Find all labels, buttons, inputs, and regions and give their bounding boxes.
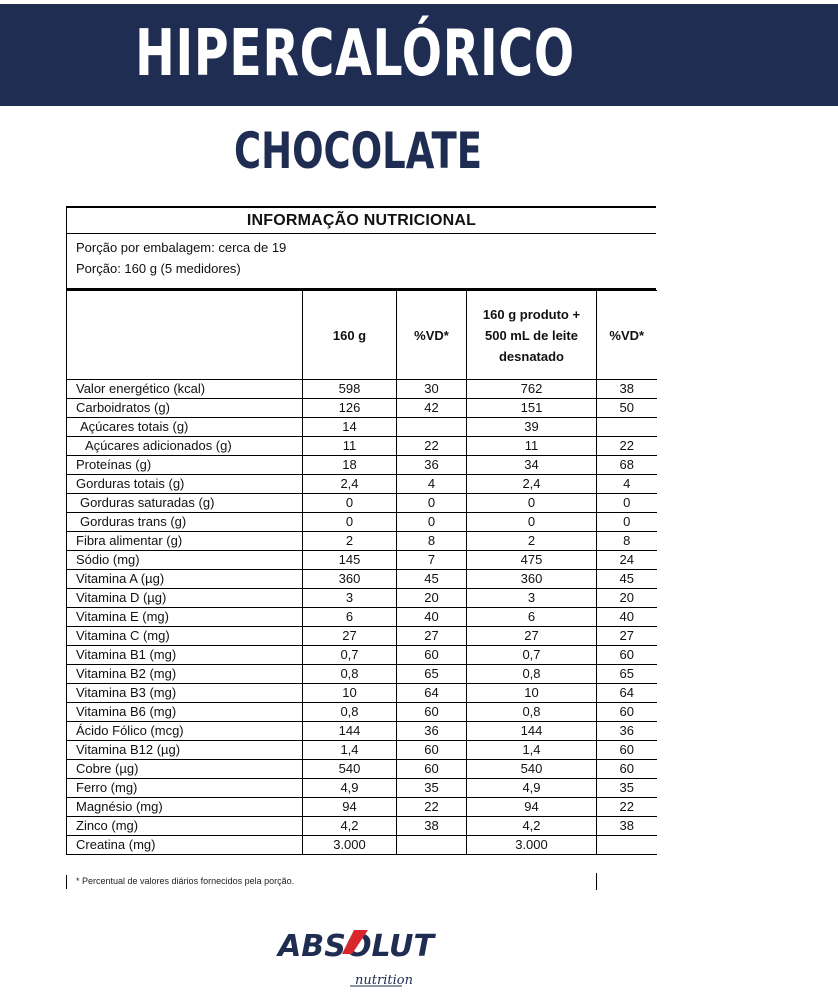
nutrient-amount: 0: [467, 494, 597, 513]
table-row: [67, 646, 657, 665]
daily-value: [597, 836, 657, 855]
nutrient-amount: 11: [467, 437, 597, 456]
nutrient-amount: 126: [303, 399, 397, 418]
daily-value: 4: [397, 475, 467, 494]
daily-value: 30: [397, 380, 467, 399]
table-row: [67, 551, 657, 570]
nutrient-amount: 360: [303, 570, 397, 589]
daily-value: 64: [597, 684, 657, 703]
table-row: [67, 589, 657, 608]
daily-value: 60: [597, 760, 657, 779]
nutrient-name: Fibra alimentar (g): [67, 532, 303, 551]
nutrient-name: Gorduras totais (g): [67, 475, 303, 494]
table-row: [67, 722, 657, 741]
daily-value: 36: [397, 722, 467, 741]
nutrient-amount: 3.000: [303, 836, 397, 855]
nutrient-amount: 2,4: [303, 475, 397, 494]
daily-value: 7: [397, 551, 467, 570]
daily-value: 22: [397, 798, 467, 817]
daily-value: 22: [397, 437, 467, 456]
column-divider: [596, 873, 597, 890]
nutrient-amount: 1,4: [303, 741, 397, 760]
nutrient-amount: 1,4: [467, 741, 597, 760]
nutrient-name: Vitamina B3 (mg): [67, 684, 303, 703]
nutrient-name: Vitamina A (µg): [67, 570, 303, 589]
nutrient-name: Vitamina D (µg): [67, 589, 303, 608]
nutrient-amount: 6: [467, 608, 597, 627]
table-row: [67, 684, 657, 703]
nutrient-amount: 475: [467, 551, 597, 570]
nutrient-amount: 34: [467, 456, 597, 475]
daily-value: 45: [397, 570, 467, 589]
table-row: [67, 456, 657, 475]
nutrient-name: Ferro (mg): [67, 779, 303, 798]
daily-value: 60: [597, 703, 657, 722]
nutrient-name: Vitamina B1 (mg): [67, 646, 303, 665]
serving-size: Porção: 160 g (5 medidores): [76, 261, 241, 276]
daily-value: 8: [597, 532, 657, 551]
table-row: [67, 798, 657, 817]
table-row: [67, 665, 657, 684]
daily-value: 0: [597, 513, 657, 532]
column-header: %VD*: [397, 291, 467, 380]
daily-value: 4: [597, 475, 657, 494]
nutrient-amount: 10: [303, 684, 397, 703]
nutrient-amount: 540: [467, 760, 597, 779]
table-row: [67, 627, 657, 646]
nutrient-amount: 4,9: [467, 779, 597, 798]
table-row: [67, 570, 657, 589]
table-row: [67, 399, 657, 418]
nutrient-amount: 360: [467, 570, 597, 589]
nutrient-name: Vitamina C (mg): [67, 627, 303, 646]
daily-value: 65: [397, 665, 467, 684]
table-row: [67, 608, 657, 627]
nutrient-name: Vitamina B6 (mg): [67, 703, 303, 722]
daily-value: 42: [397, 399, 467, 418]
nutrient-name: Proteínas (g): [67, 456, 303, 475]
servings-per-package: Porção por embalagem: cerca de 19: [76, 240, 287, 255]
column-header: [67, 291, 303, 380]
nutrient-amount: 6: [303, 608, 397, 627]
nutrient-name: Magnésio (mg): [67, 798, 303, 817]
daily-value: 60: [397, 646, 467, 665]
nutrient-amount: 0,8: [467, 703, 597, 722]
nutrient-amount: 94: [303, 798, 397, 817]
nutrient-amount: 4,2: [303, 817, 397, 836]
daily-value: 36: [597, 722, 657, 741]
table-header-row: [67, 291, 657, 380]
nutrient-amount: 762: [467, 380, 597, 399]
nutrient-name: Vitamina B2 (mg): [67, 665, 303, 684]
daily-value: 35: [597, 779, 657, 798]
daily-value: 40: [597, 608, 657, 627]
daily-value: 20: [597, 589, 657, 608]
header-banner: [0, 4, 838, 106]
daily-value: 45: [597, 570, 657, 589]
nutrient-amount: 3: [467, 589, 597, 608]
daily-value: 0: [397, 513, 467, 532]
nutrient-amount: 144: [467, 722, 597, 741]
table-row: [67, 703, 657, 722]
nutrient-amount: 151: [467, 399, 597, 418]
table-row: [67, 779, 657, 798]
daily-value: 65: [597, 665, 657, 684]
daily-value: 60: [397, 741, 467, 760]
nutrient-name: Açúcares totais (g): [67, 418, 303, 437]
nutrient-amount: 18: [303, 456, 397, 475]
nutrient-amount: 0: [467, 513, 597, 532]
nutrient-name: Açúcares adicionados (g): [67, 437, 303, 456]
nutrient-amount: 0,7: [303, 646, 397, 665]
nutrient-amount: 3: [303, 589, 397, 608]
daily-value: 68: [597, 456, 657, 475]
nutrient-amount: 0: [303, 513, 397, 532]
daily-value: 38: [397, 817, 467, 836]
nutrient-amount: 144: [303, 722, 397, 741]
nutrient-amount: 540: [303, 760, 397, 779]
nutrition-panel: [66, 206, 656, 886]
nutrient-amount: 598: [303, 380, 397, 399]
table-row: [67, 836, 657, 855]
brand-logo: [272, 922, 442, 994]
nutrient-amount: 39: [467, 418, 597, 437]
nutrient-amount: 2,4: [467, 475, 597, 494]
nutrient-amount: 0,8: [303, 665, 397, 684]
daily-value: 60: [597, 646, 657, 665]
table-row: [67, 513, 657, 532]
daily-value: 35: [397, 779, 467, 798]
table-row: [67, 494, 657, 513]
nutrient-amount: 27: [467, 627, 597, 646]
daily-value: 40: [397, 608, 467, 627]
nutrient-name: Creatina (mg): [67, 836, 303, 855]
daily-value: 22: [597, 798, 657, 817]
nutrient-amount: 10: [467, 684, 597, 703]
daily-value: 20: [397, 589, 467, 608]
table-row: [67, 380, 657, 399]
nutrient-name: Ácido Fólico (mcg): [67, 722, 303, 741]
table-row: [67, 532, 657, 551]
daily-value: 64: [397, 684, 467, 703]
nutrient-amount: 11: [303, 437, 397, 456]
daily-value: 27: [597, 627, 657, 646]
table-row: [67, 760, 657, 779]
nutrient-amount: 2: [467, 532, 597, 551]
nutrient-amount: 27: [303, 627, 397, 646]
nutrient-amount: 3.000: [467, 836, 597, 855]
nutrient-amount: 0,8: [467, 665, 597, 684]
column-header: 160 g produto + 500 mL de leite desnatado: [467, 291, 597, 380]
daily-value: 24: [597, 551, 657, 570]
table-row: [67, 741, 657, 760]
daily-value: 60: [397, 703, 467, 722]
nutrient-name: Gorduras trans (g): [67, 513, 303, 532]
nutrient-amount: 14: [303, 418, 397, 437]
table-row: [67, 418, 657, 437]
logo-tagline: nutrition: [355, 973, 413, 988]
nutrient-name: Sódio (mg): [67, 551, 303, 570]
nutrient-amount: 4,9: [303, 779, 397, 798]
daily-value: 27: [397, 627, 467, 646]
daily-value: 50: [597, 399, 657, 418]
nutrient-name: Carboidratos (g): [67, 399, 303, 418]
nutrient-amount: 0,7: [467, 646, 597, 665]
nutrient-amount: 145: [303, 551, 397, 570]
column-header: 160 g: [303, 291, 397, 380]
nutrient-name: Vitamina B12 (µg): [67, 741, 303, 760]
product-title: HIPERCALÓRICO: [135, 17, 575, 91]
daily-value: 60: [397, 760, 467, 779]
nutrition-table: [66, 290, 657, 855]
column-header: %VD*: [597, 291, 657, 380]
panel-title: INFORMAÇÃO NUTRICIONAL: [66, 206, 656, 234]
daily-value: 0: [397, 494, 467, 513]
daily-value: 36: [397, 456, 467, 475]
nutrient-name: Vitamina E (mg): [67, 608, 303, 627]
nutrient-name: Valor energético (kcal): [67, 380, 303, 399]
table-row: [67, 437, 657, 456]
daily-value: [397, 418, 467, 437]
nutrient-name: Cobre (µg): [67, 760, 303, 779]
daily-value: 8: [397, 532, 467, 551]
daily-value: [597, 418, 657, 437]
nutrient-amount: 0,8: [303, 703, 397, 722]
daily-value: [397, 836, 467, 855]
daily-value: 0: [597, 494, 657, 513]
nutrient-amount: 2: [303, 532, 397, 551]
nutrient-amount: 94: [467, 798, 597, 817]
nutrient-name: Gorduras saturadas (g): [67, 494, 303, 513]
table-row: [67, 475, 657, 494]
serving-info: [66, 234, 656, 290]
nutrient-amount: 4,2: [467, 817, 597, 836]
flavor-title: CHOCOLATE: [233, 122, 483, 180]
daily-value: 22: [597, 437, 657, 456]
nutrient-amount: 0: [303, 494, 397, 513]
daily-value: 38: [597, 380, 657, 399]
footnote: * Percentual de valores diários fornecidos pela porção.: [66, 875, 656, 889]
daily-value: 60: [597, 741, 657, 760]
table-row: [67, 817, 657, 836]
nutrient-name: Zinco (mg): [67, 817, 303, 836]
daily-value: 38: [597, 817, 657, 836]
